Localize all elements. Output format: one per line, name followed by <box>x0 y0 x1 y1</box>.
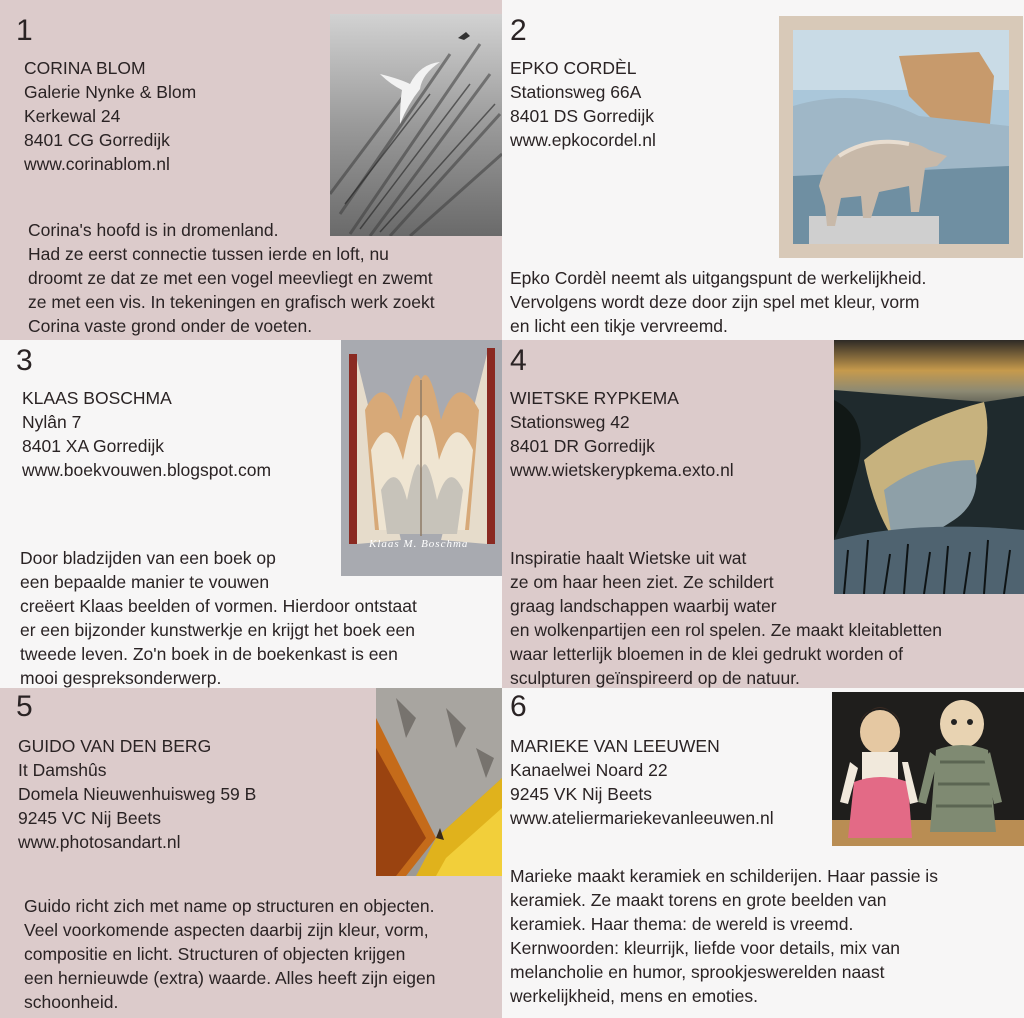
artist-number: 3 <box>16 344 33 377</box>
artist-address-block <box>510 386 734 482</box>
description-line: een hernieuwde (extra) waarde. Alles heeft zijn eigen <box>24 968 436 988</box>
artist-name: KLAAS BOSCHMA <box>22 388 172 408</box>
artist-number: 2 <box>510 14 527 47</box>
artist-description <box>28 218 435 338</box>
website-link[interactable]: www.ateliermariekevanleeuwen.nl <box>510 808 774 828</box>
description-line: Marieke maakt keramiek en schilderijen. Haar passie is <box>510 866 938 886</box>
address-line: 8401 DS Gorredijk <box>510 106 654 126</box>
address-line: 8401 XA Gorredijk <box>22 436 165 456</box>
artist-card-1 <box>0 0 502 340</box>
website-link[interactable]: www.epkocordel.nl <box>510 130 656 150</box>
description-line: Veel voorkomende aspecten daarbij zijn kleur, vorm, <box>24 920 429 940</box>
website-link[interactable]: www.corinablom.nl <box>24 154 170 174</box>
address-line: Kanaelwei Noard 22 <box>510 760 668 780</box>
artwork-caption: Klaas M. Boschma <box>369 538 469 550</box>
description-line: mooi gespreksonderwerp. <box>20 668 222 688</box>
artist-card-6 <box>502 688 1024 1018</box>
description-line: en wolkenpartijen een rol spelen. Ze maakt kleitabletten <box>510 620 942 640</box>
description-line: compositie en licht. Structuren of objecten krijgen <box>24 944 406 964</box>
artist-description <box>510 864 938 1008</box>
artist-number: 6 <box>510 690 527 723</box>
artist-address-block <box>510 56 656 152</box>
description-line: werkelijkheid, mens en emoties. <box>510 986 759 1006</box>
description-line: er een bijzonder kunstwerkje en krijgt het boek een <box>20 620 415 640</box>
artist-number: 4 <box>510 344 527 377</box>
description-line: keramiek. Ze maakt torens en grote beelden van <box>510 890 887 910</box>
description-line: waar letterlijk bloemen in de klei gedrukt worden of <box>510 644 903 664</box>
address-line: 9245 VC Nij Beets <box>18 808 161 828</box>
description-line: ze om haar heen ziet. Ze schildert <box>510 572 774 592</box>
artist-address-block <box>24 56 196 176</box>
artist-number: 5 <box>16 690 33 723</box>
address-line: 9245 VK Nij Beets <box>510 784 653 804</box>
website-link[interactable]: www.photosandart.nl <box>18 832 181 852</box>
artist-description <box>510 266 926 338</box>
description-line: Door bladzijden van een boek op <box>20 548 276 568</box>
artist-name: EPKO CORDÈL <box>510 58 637 78</box>
artist-description <box>20 546 417 688</box>
website-link[interactable]: www.wietskerypkema.exto.nl <box>510 460 734 480</box>
address-line: 8401 DR Gorredijk <box>510 436 655 456</box>
description-line: graag landschappen waarbij water <box>510 596 777 616</box>
description-line: een bepaalde manier te vouwen <box>20 572 270 592</box>
address-line: It Damshûs <box>18 760 107 780</box>
artwork-image-ceramic-figures <box>832 692 1024 846</box>
address-line: Stationsweg 42 <box>510 412 630 432</box>
artist-address-block <box>510 734 774 830</box>
artist-card-2 <box>502 0 1024 340</box>
website-link[interactable]: www.boekvouwen.blogspot.com <box>22 460 272 480</box>
description-line: creëert Klaas beelden of vormen. Hierdoor ontstaat <box>20 596 417 616</box>
address-line: Galerie Nynke & Blom <box>24 82 197 102</box>
description-line: droomt ze dat ze met een vogel meevliegt en zwemt <box>28 268 433 288</box>
address-line: Nylân 7 <box>22 412 82 432</box>
artist-card-4 <box>502 340 1024 688</box>
address-line: Domela Nieuwenhuisweg 59 B <box>18 784 257 804</box>
artist-number: 1 <box>16 14 33 47</box>
artist-name: MARIEKE VAN LEEUWEN <box>510 736 720 756</box>
artwork-image-structure-photo <box>376 688 502 876</box>
description-line: ze met een vis. In tekeningen en grafisch werk zoekt <box>28 292 435 312</box>
artist-name: CORINA BLOM <box>24 58 146 78</box>
description-line: schoonheid. <box>24 992 119 1012</box>
description-line: keramiek. Haar thema: de wereld is vreemd. <box>510 914 854 934</box>
description-line: Epko Cordèl neemt als uitgangspunt de werkelijkheid. <box>510 268 927 288</box>
description-line: Kernwoorden: kleurrijk, liefde voor details, mix van <box>510 938 901 958</box>
artist-card-3 <box>0 340 502 688</box>
description-line: Vervolgens wordt deze door zijn spel met kleur, vorm <box>510 292 920 312</box>
description-line: Corina vaste grond onder de voeten. <box>28 316 313 336</box>
description-line: tweede leven. Zo'n boek in de boekenkast is een <box>20 644 398 664</box>
artist-description <box>510 546 942 688</box>
description-line: Had ze eerst connectie tussen ierde en loft, nu <box>28 244 389 264</box>
artist-card-5 <box>0 688 502 1018</box>
description-line: Corina's hoofd is in dromenland. <box>28 220 279 240</box>
address-line: Kerkewal 24 <box>24 106 121 126</box>
description-line: Inspiratie haalt Wietske uit wat <box>510 548 747 568</box>
artist-address-block <box>22 386 271 482</box>
artist-address-block <box>18 734 256 854</box>
description-line: Guido richt zich met name op structuren en objecten. <box>24 896 435 916</box>
artwork-image-bird-drawing <box>330 14 502 236</box>
artist-name: GUIDO VAN DEN BERG <box>18 736 212 756</box>
artist-name: WIETSKE RYPKEMA <box>510 388 679 408</box>
artwork-image-folded-book <box>341 340 502 576</box>
artist-description <box>24 894 436 1014</box>
address-line: 8401 CG Gorredijk <box>24 130 170 150</box>
description-line: en licht een tikje vervreemd. <box>510 316 728 336</box>
description-line: melancholie en humor, sprookjeswerelden naast <box>510 962 885 982</box>
artwork-image-bear-sculpture <box>779 16 1023 258</box>
address-line: Stationsweg 66A <box>510 82 642 102</box>
description-line: sculpturen geïnspireerd op de natuur. <box>510 668 800 688</box>
